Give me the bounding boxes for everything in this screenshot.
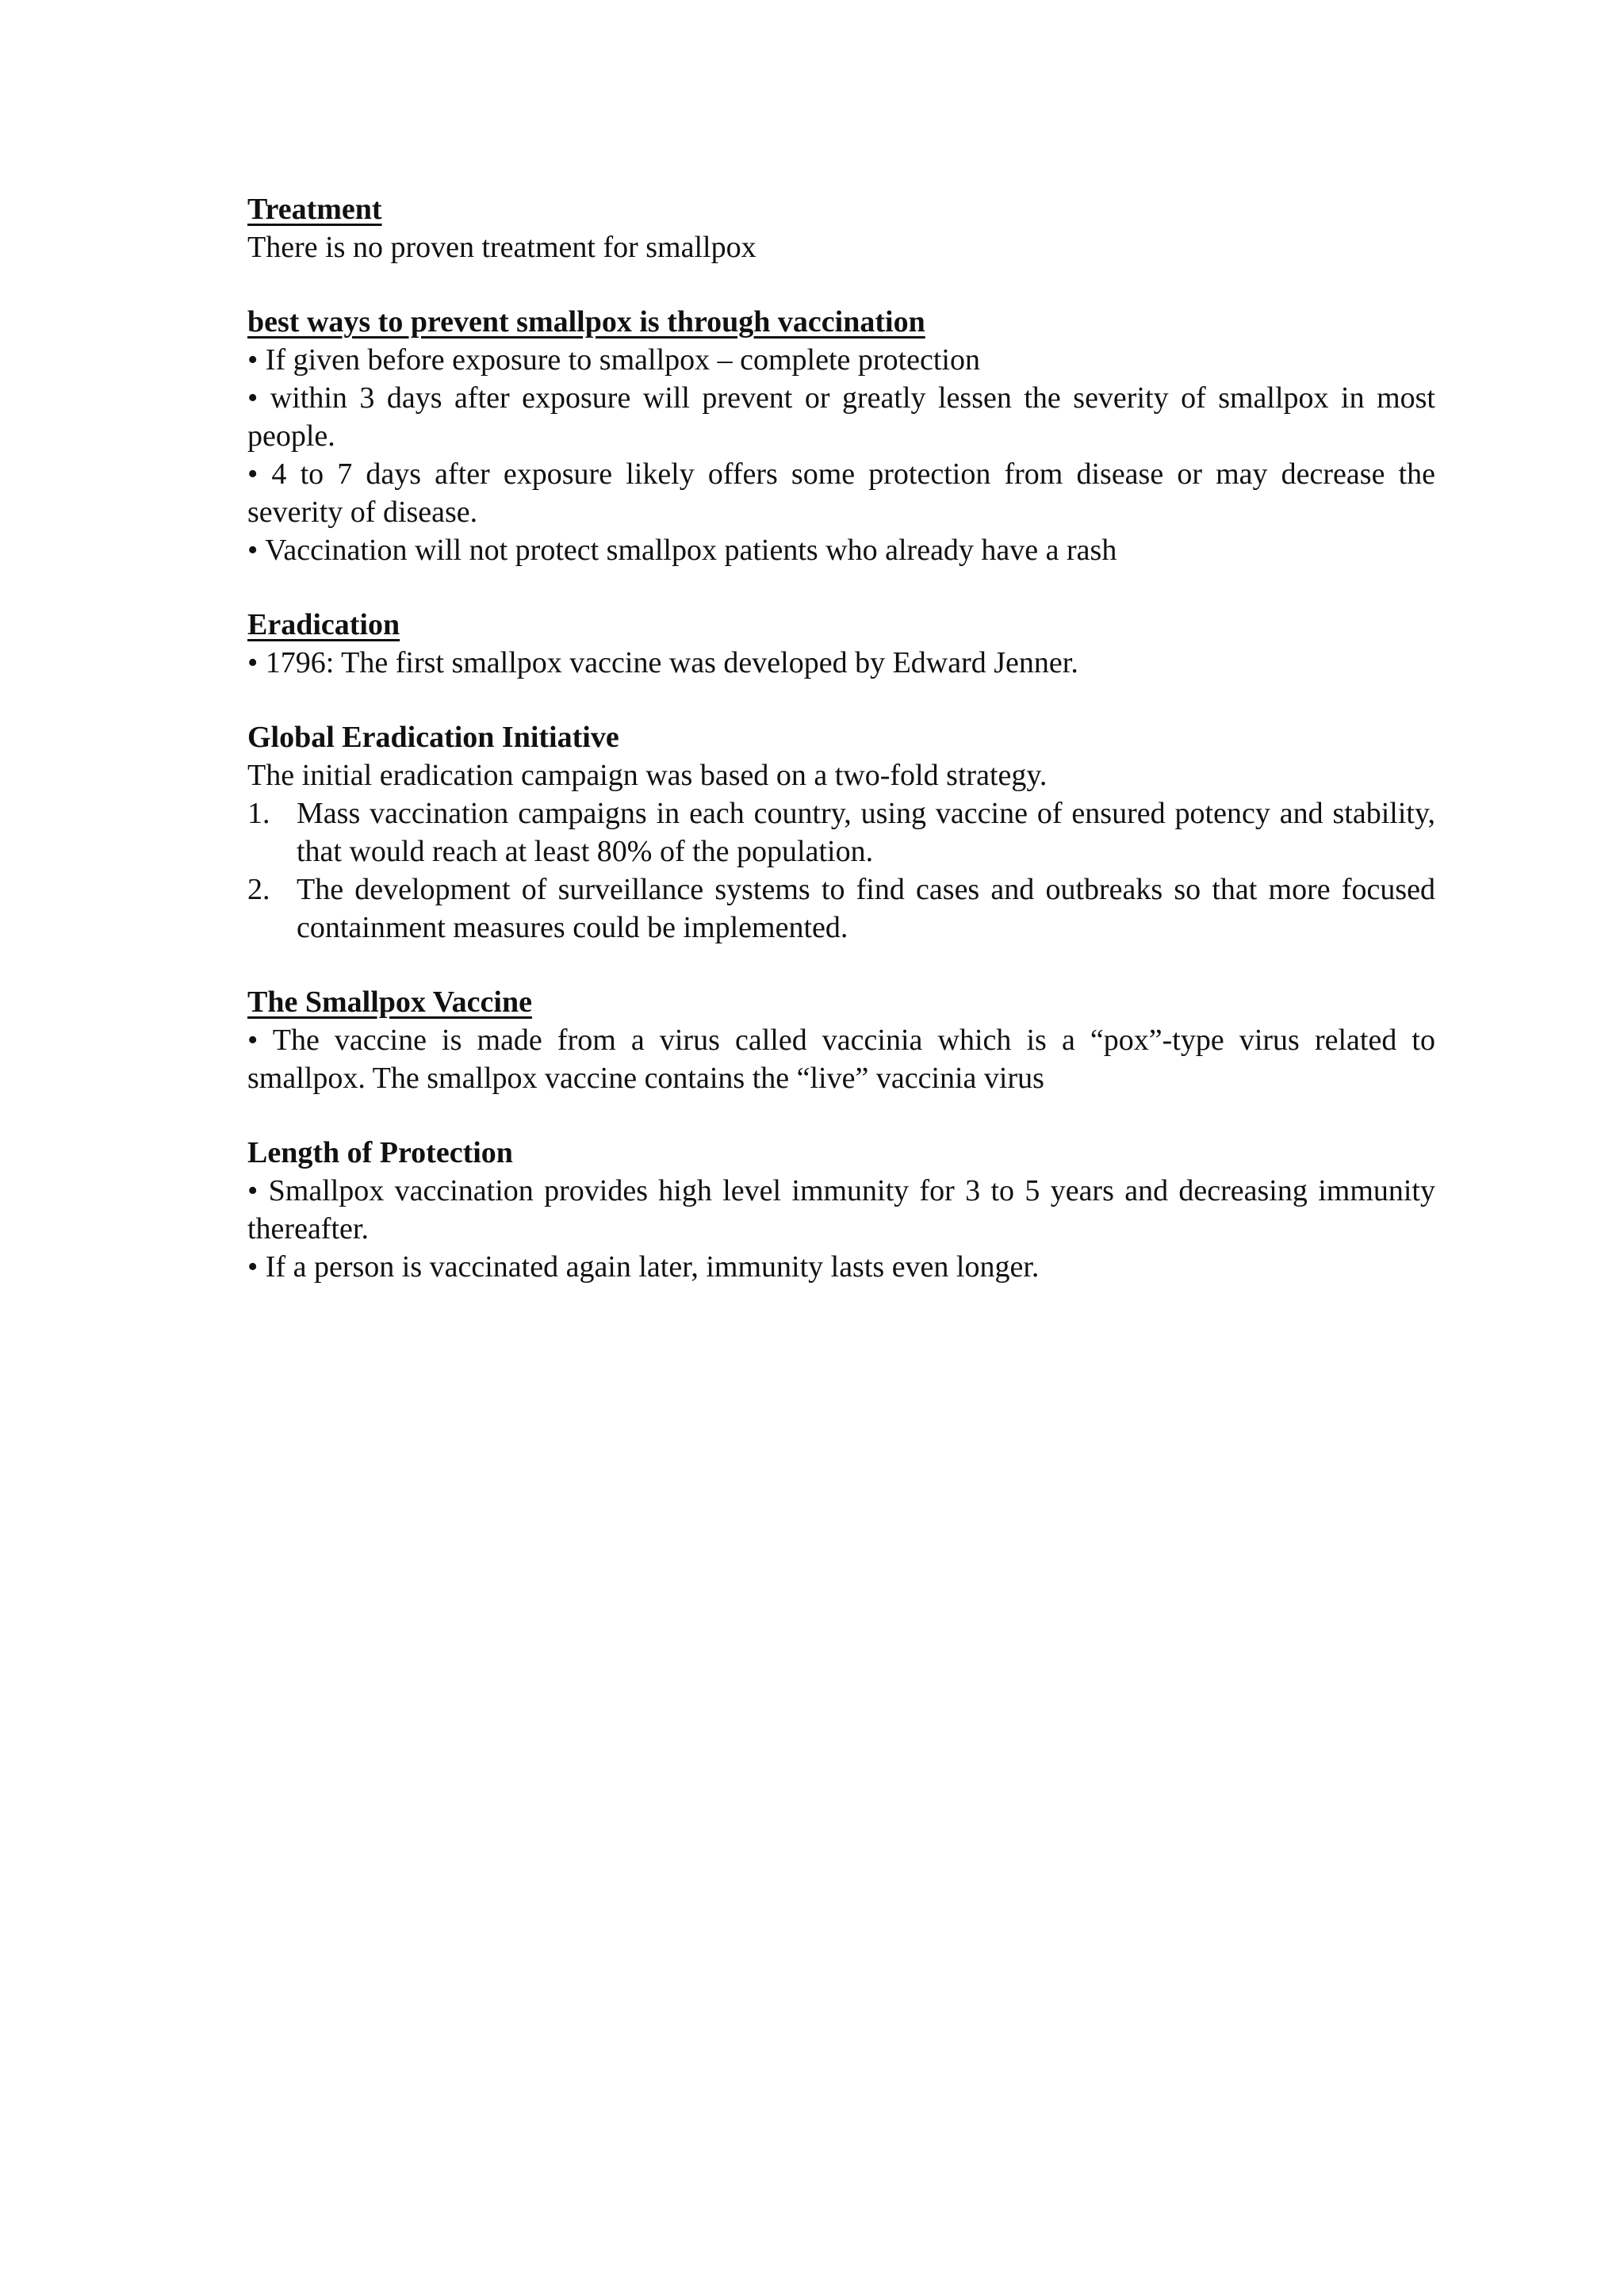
section-eradication: [247, 606, 1435, 682]
strategy-item: [247, 871, 1435, 947]
prevention-bullet: • Vaccination will not protect smallpox patients who already have a rash: [247, 534, 1117, 567]
strategy-text: The development of surveillance systems to find cases and outbreaks so that more focused containment measures could be implemented.: [297, 873, 1435, 944]
heading-vaccine: The Smallpox Vaccine: [247, 985, 532, 1019]
section-treatment: [247, 190, 1435, 266]
global-intro: The initial eradication campaign was based on a two-fold strategy.: [247, 759, 1048, 792]
strategy-list: [247, 794, 1435, 947]
treatment-text: There is no proven treatment for smallpox: [247, 231, 756, 264]
strategy-number: 1.: [247, 797, 270, 830]
heading-global-eradication: Global Eradication Initiative: [247, 721, 619, 754]
strategy-number: 2.: [247, 873, 270, 906]
section-protection: [247, 1134, 1435, 1286]
protection-bullet: • Smallpox vaccination provides high level immunity for 3 to 5 years and decreasing immunity thereafter.: [247, 1174, 1435, 1246]
prevention-bullet: • 4 to 7 days after exposure likely offers some protection from disease or may decrease the severity of disease.: [247, 457, 1435, 529]
prevention-bullet: • If given before exposure to smallpox – complete protection: [247, 343, 980, 377]
prevention-bullet: • within 3 days after exposure will prevent or greatly lessen the severity of smallpox in most people.: [247, 381, 1435, 453]
heading-treatment: Treatment: [247, 193, 382, 226]
heading-protection: Length of Protection: [247, 1136, 513, 1169]
heading-prevention: best ways to prevent smallpox is through vaccination: [247, 305, 925, 339]
section-prevention: [247, 303, 1435, 569]
heading-eradication: Eradication: [247, 608, 400, 641]
vaccine-bullet: • The vaccine is made from a virus called vaccinia which is a “pox”-type virus related to smallpox. The smallpox vaccine contains the “live” vaccinia virus: [247, 1024, 1435, 1095]
strategy-item: [247, 794, 1435, 871]
section-global-eradication: [247, 718, 1435, 947]
document-page: [247, 190, 1435, 1322]
eradication-bullet: • 1796: The first smallpox vaccine was developed by Edward Jenner.: [247, 646, 1078, 679]
strategy-text: Mass vaccination campaigns in each country, using vaccine of ensured potency and stability, that would reach at least 80% of the population.: [297, 797, 1435, 868]
section-vaccine: [247, 983, 1435, 1097]
protection-bullet: • If a person is vaccinated again later, immunity lasts even longer.: [247, 1250, 1040, 1284]
